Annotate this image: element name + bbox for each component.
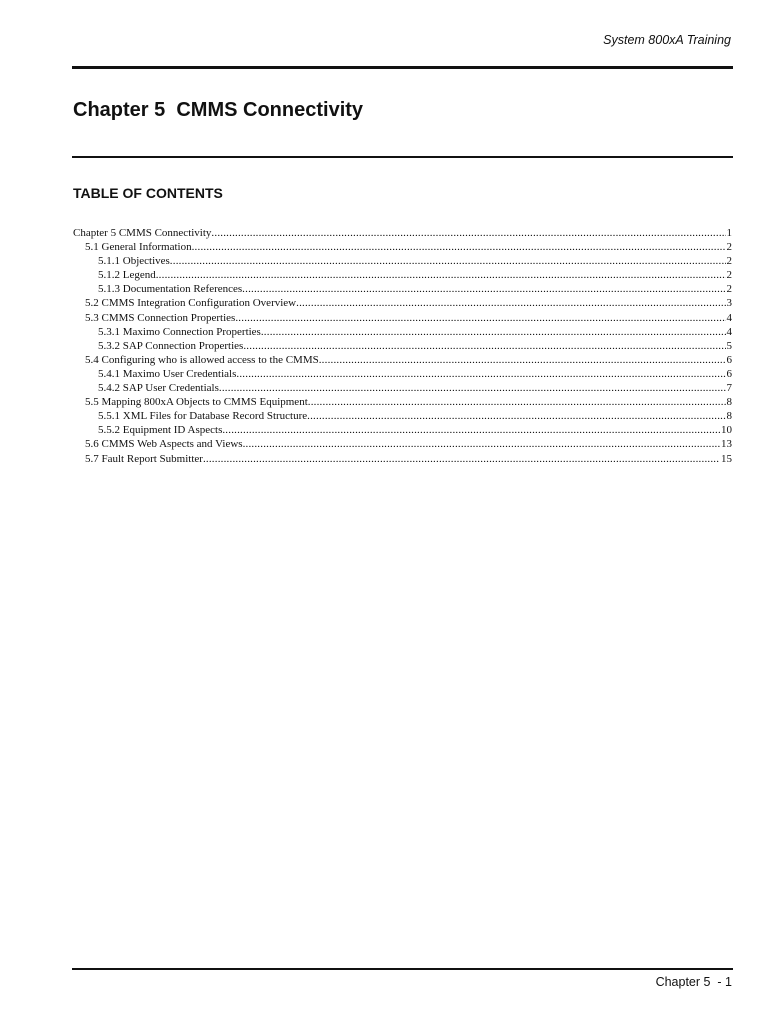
toc-entry-label: 5.1 General Information: [85, 241, 192, 254]
toc-entry-page-number: 3: [726, 297, 732, 310]
toc-entry-label: 5.4 Configuring who is allowed access to the CMMS: [85, 353, 319, 366]
running-header: System 800xA Training: [603, 33, 731, 47]
toc-entry[interactable]: [73, 325, 732, 339]
table-of-contents: [73, 226, 732, 466]
toc-entry-label: 5.4.2 SAP User Credentials: [98, 382, 219, 395]
toc-entry-page-number: 2: [726, 241, 732, 254]
toc-entry[interactable]: [73, 353, 732, 367]
toc-entry[interactable]: [73, 296, 732, 310]
toc-entry-page-number: 8: [726, 396, 732, 409]
toc-entry-page-number: 4: [726, 311, 732, 324]
toc-entry[interactable]: [73, 240, 732, 254]
toc-dot-leader: [308, 395, 726, 409]
chapter-title: Chapter 5 CMMS Connectivity: [73, 99, 364, 121]
title-rule: [72, 156, 733, 158]
toc-entry-page-number: 15: [721, 452, 732, 465]
toc-dot-leader: [307, 409, 725, 423]
toc-entry-label: 5.1.2 Legend: [98, 269, 156, 282]
toc-dot-leader: [192, 240, 726, 254]
toc-dot-leader: [243, 339, 725, 353]
toc-entry[interactable]: [73, 367, 732, 381]
toc-dot-leader: [156, 268, 726, 282]
toc-entry-page-number: 6: [726, 367, 732, 380]
toc-entry[interactable]: [73, 437, 732, 451]
toc-entry[interactable]: [73, 254, 732, 268]
footer-rule: [72, 968, 733, 970]
toc-entry-label: 5.7 Fault Report Submitter: [85, 452, 203, 465]
toc-entry-label: 5.1.3 Documentation References: [98, 283, 243, 296]
toc-entry-label: 5.5.2 Equipment ID Aspects: [98, 424, 223, 437]
toc-entry-page-number: 6: [726, 353, 732, 366]
toc-entry-page-number: 2: [726, 283, 732, 296]
toc-dot-leader: [319, 353, 726, 367]
toc-dot-leader: [296, 296, 725, 310]
toc-entry-label: 5.3 CMMS Connection Properties: [85, 311, 236, 324]
toc-dot-leader: [243, 437, 720, 451]
toc-entry[interactable]: [73, 395, 732, 409]
page-footer: Chapter 5 - 1: [655, 975, 732, 989]
toc-dot-leader: [236, 367, 725, 381]
toc-entry-label: 5.3.2 SAP Connection Properties: [98, 339, 244, 352]
toc-dot-leader: [219, 381, 726, 395]
toc-entry-label: Chapter 5 CMMS Connectivity: [73, 227, 212, 239]
toc-entry-page-number: 13: [721, 438, 732, 451]
toc-entry-page-number: 2: [726, 255, 732, 268]
toc-entry-label: 5.6 CMMS Web Aspects and Views: [85, 438, 243, 451]
toc-entry-page-number: 1: [726, 227, 732, 239]
toc-entry-page-number: 8: [726, 410, 732, 423]
toc-entry[interactable]: [73, 409, 732, 423]
toc-entry-page-number: 7: [726, 382, 732, 395]
toc-entry-label: 5.1.1 Objectives: [98, 255, 170, 268]
toc-entry[interactable]: [73, 311, 732, 325]
toc-dot-leader: [211, 226, 725, 240]
toc-entry-page-number: 5: [726, 339, 732, 352]
toc-dot-leader: [203, 452, 720, 466]
toc-entry[interactable]: [73, 282, 732, 296]
toc-entry-label: 5.3.1 Maximo Connection Properties: [98, 325, 261, 338]
toc-entry[interactable]: [73, 381, 732, 395]
toc-entry[interactable]: [73, 452, 732, 466]
toc-entry-page-number: 4: [726, 325, 732, 338]
toc-entry-label: 5.5 Mapping 800xA Objects to CMMS Equipment: [85, 396, 308, 409]
toc-dot-leader: [170, 254, 726, 268]
toc-entry-label: 5.5.1 XML Files for Database Record Structure: [98, 410, 308, 423]
toc-entry[interactable]: [73, 268, 732, 282]
toc-entry-label: 5.2 CMMS Integration Configuration Overview: [85, 297, 297, 310]
toc-dot-leader: [235, 311, 725, 325]
toc-dot-leader: [222, 423, 720, 437]
header-rule: [72, 66, 733, 69]
toc-entry[interactable]: [73, 226, 732, 240]
toc-entry[interactable]: [73, 339, 732, 353]
toc-dot-leader: [242, 282, 725, 296]
toc-entry-page-number: 10: [721, 424, 732, 437]
toc-heading: TABLE OF CONTENTS: [73, 185, 223, 201]
toc-entry-label: 5.4.1 Maximo User Credentials: [98, 367, 237, 380]
toc-entry-page-number: 2: [726, 269, 732, 282]
toc-entry[interactable]: [73, 423, 732, 437]
toc-dot-leader: [261, 325, 726, 339]
